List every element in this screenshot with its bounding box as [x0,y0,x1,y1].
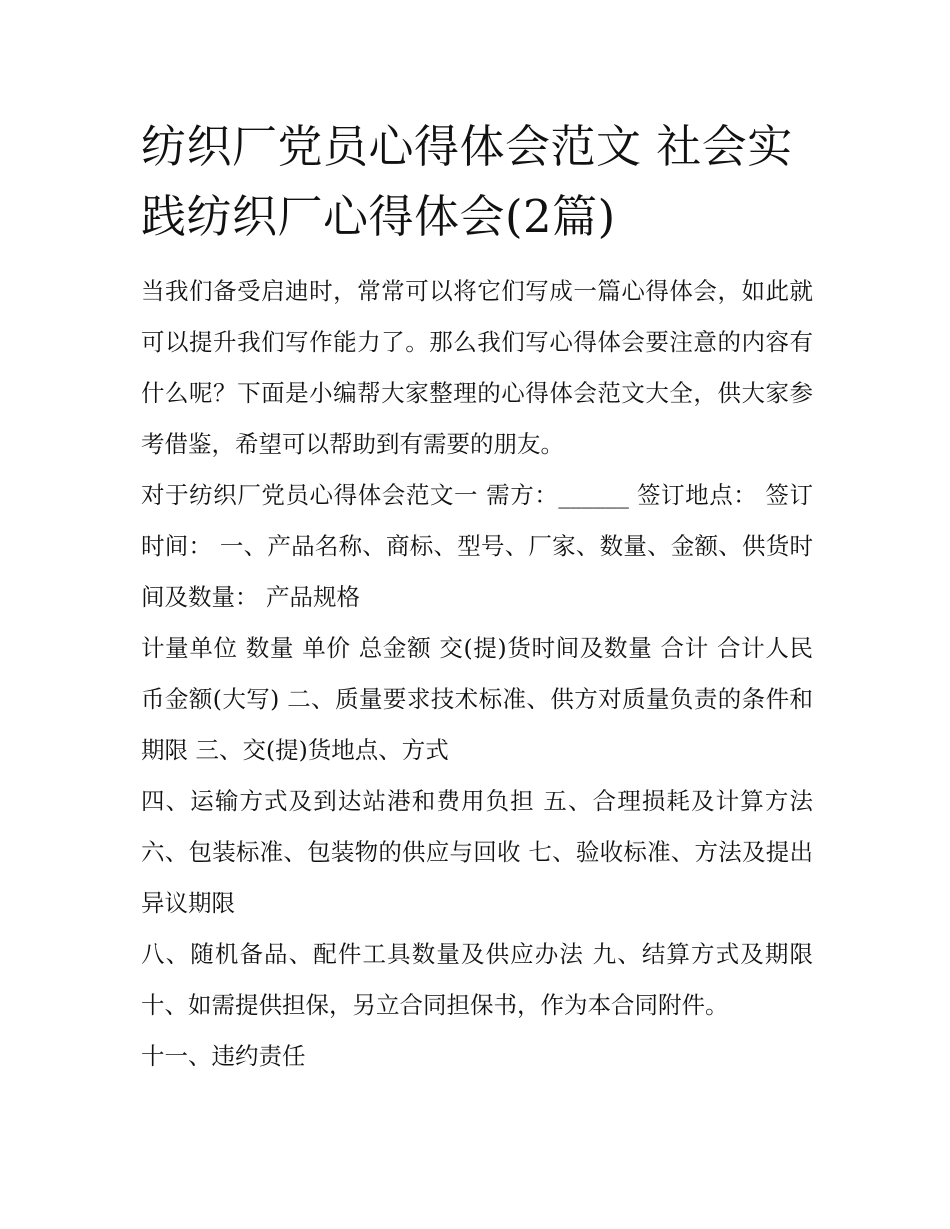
intro-paragraph: 当我们备受启迪时，常常可以将它们写成一篇心得体会，如此就可以提升我们写作能力了。那么我们写心得体会要注意的内容有什么呢？下面是小编帮大家整理的心得体会范文大全，供大家参考借鉴，希望可以帮助到有需要的朋友。 [141,277,813,458]
paragraph-4: 八、随机备品、配件工具数量及供应办法 九、结算方式及期限 十、如需提供担保，另立合同担保书，作为本合同附件。 [141,940,813,1019]
paragraph-1: 对于纺织厂党员心得体会范文一 需方：______ 签订地点： 签订时间： 一、产品名称、商标、型号、厂家、数量、金额、供货时间及数量： 产品规格 [141,481,813,611]
document-page [141,112,813,1082]
paragraph-3: 四、运输方式及到达站港和费用负担 五、合理损耗及计算方法 六、包装标准、包装物的供应与回收 七、验收标准、方法及提出异议期限 [141,787,813,917]
paragraph-5: 十一、违约责任 [141,1042,306,1070]
paragraph-2: 计量单位 数量 单价 总金额 交(提)货时间及数量 合计 合计人民币金额(大写) 二、质量要求技术标准、供方对质量负责的条件和期限 三、交(提)货地点、方式 [141,634,813,764]
document-title: 纺织厂党员心得体会范文 社会实践纺织厂心得体会(2篇) [141,120,793,243]
